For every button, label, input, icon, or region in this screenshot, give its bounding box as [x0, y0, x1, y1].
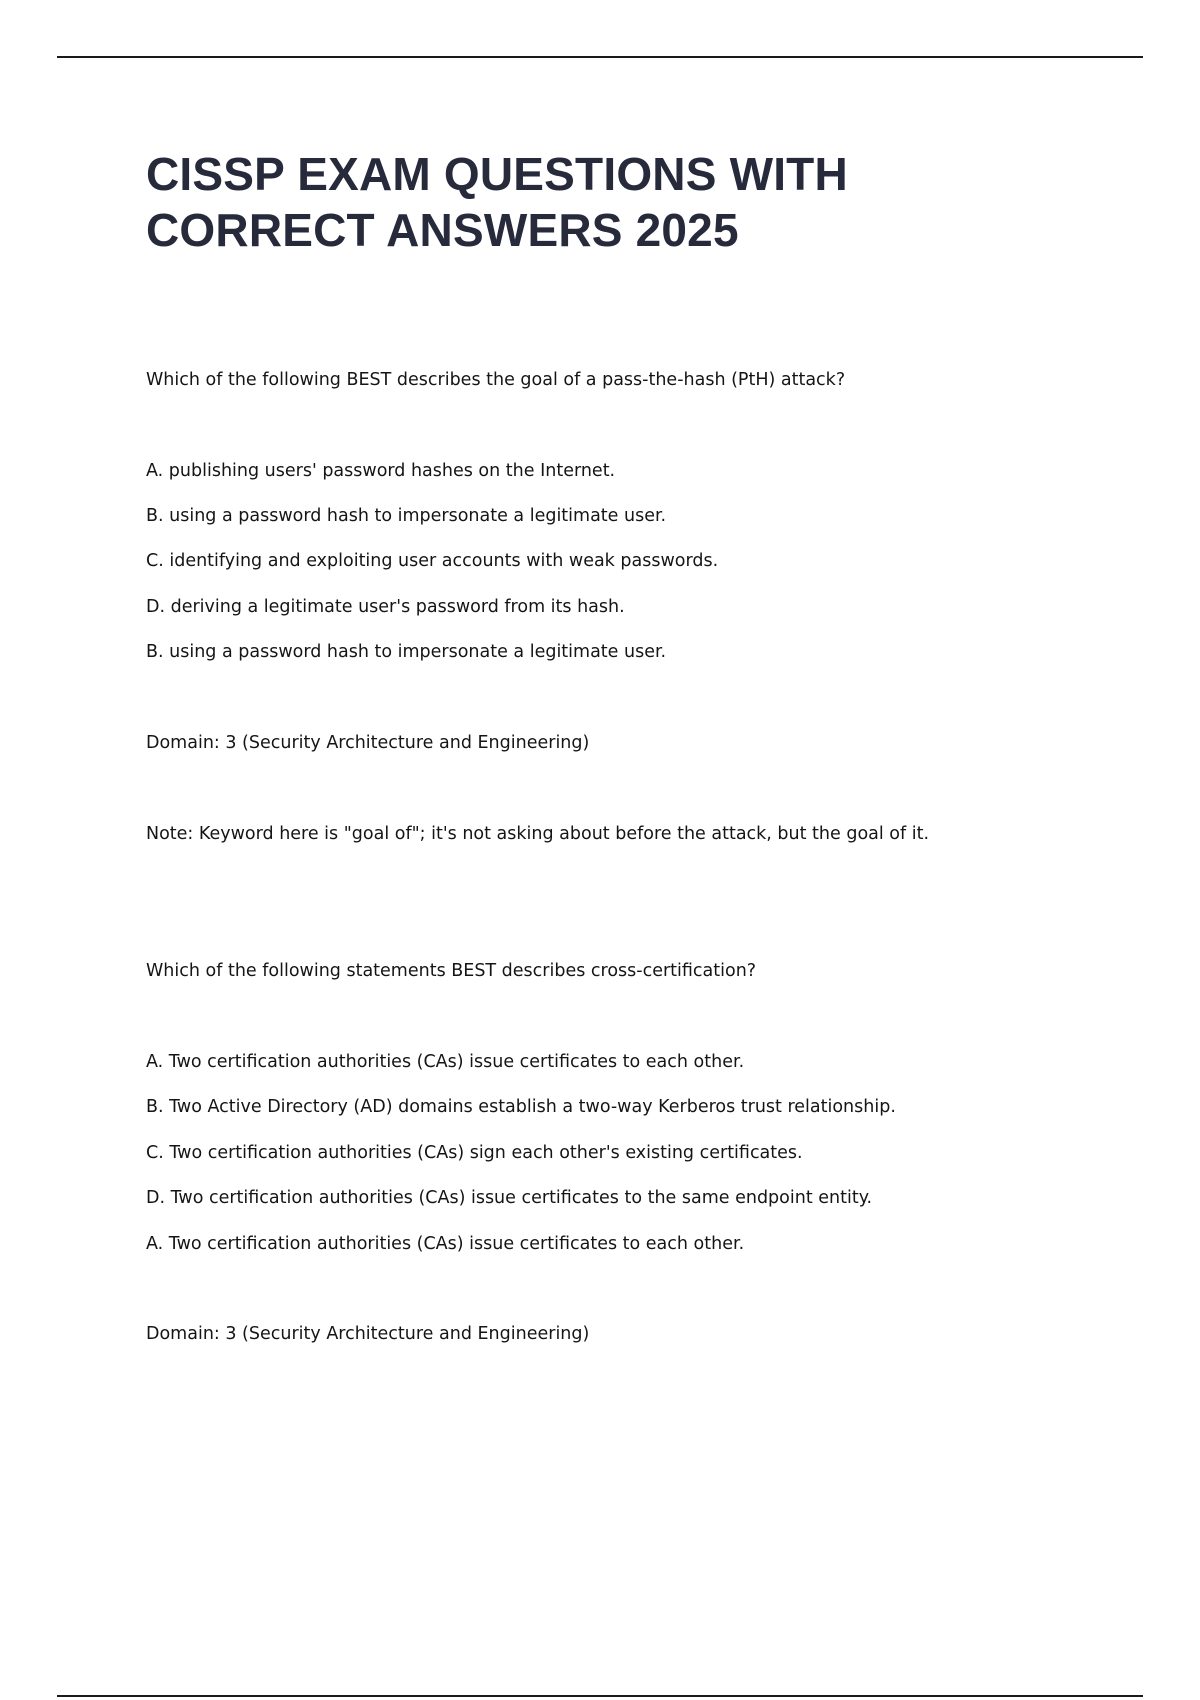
question-1-domain: Domain: 3 (Security Architecture and Engineering) — [146, 733, 590, 753]
question-2-option-a: A. Two certification authorities (CAs) issue certificates to each other. — [146, 1052, 745, 1072]
question-1-option-d: D. deriving a legitimate user's password from its hash. — [146, 597, 625, 617]
question-1-answer: B. using a password hash to impersonate a legitimate user. — [146, 642, 667, 662]
question-1-option-b: B. using a password hash to impersonate a legitimate user. — [146, 506, 667, 526]
question-2-option-c: C. Two certification authorities (CAs) sign each other's existing certificates. — [146, 1143, 803, 1163]
document-title-line: CISSP EXAM QUESTIONS WITH — [146, 148, 848, 200]
document-title-line: CORRECT ANSWERS 2025 — [146, 204, 739, 256]
question-1-option-a: A. publishing users' password hashes on the Internet. — [146, 461, 616, 481]
footer-rule — [57, 1695, 1143, 1697]
question-2-option-b: B. Two Active Directory (AD) domains establish a two-way Kerberos trust relationship. — [146, 1097, 896, 1117]
document-title — [146, 146, 1046, 258]
header-rule — [57, 56, 1143, 58]
question-1-note: Note: Keyword here is "goal of"; it's not asking about before the attack, but the goal of it. — [146, 824, 930, 844]
question-2-option-d: D. Two certification authorities (CAs) issue certificates to the same endpoint entity. — [146, 1188, 873, 1208]
question-1-option-c: C. identifying and exploiting user accounts with weak passwords. — [146, 551, 719, 571]
question-2-answer: A. Two certification authorities (CAs) issue certificates to each other. — [146, 1234, 745, 1254]
question-2-text: Which of the following statements BEST describes cross-certification? — [146, 961, 757, 981]
question-1-text: Which of the following BEST describes the goal of a pass-the-hash (PtH) attack? — [146, 370, 846, 390]
question-2-domain: Domain: 3 (Security Architecture and Engineering) — [146, 1324, 590, 1344]
